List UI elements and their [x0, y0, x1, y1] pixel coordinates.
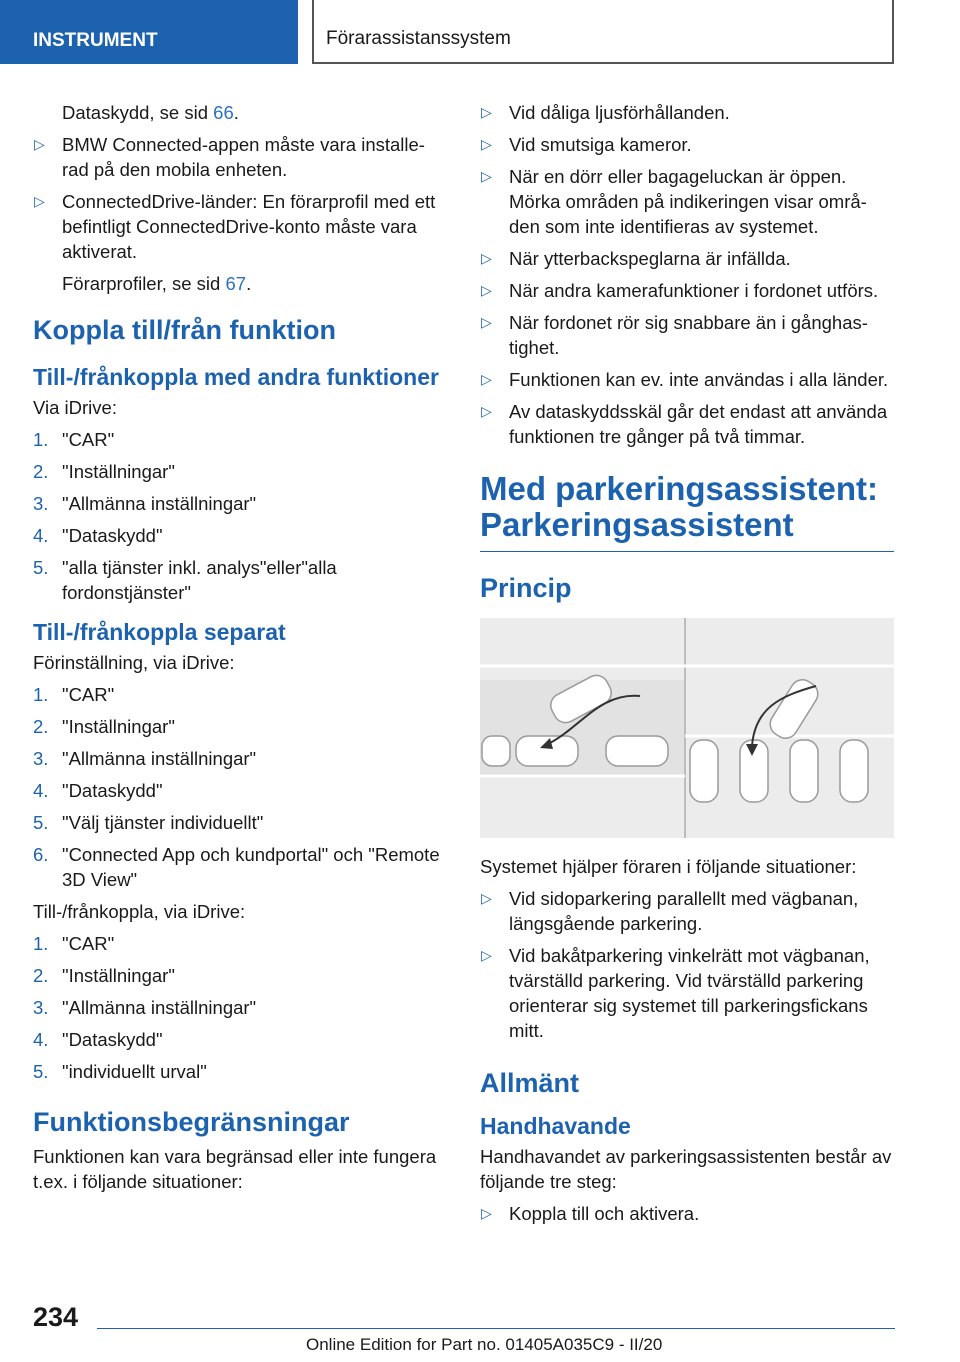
parking-illustration [480, 618, 894, 838]
list-item: ▷ Vid dåliga ljusförhållanden. [481, 102, 730, 123]
limitations-list [480, 100, 894, 449]
heading-koppla: Koppla till/från funktion [33, 315, 336, 345]
list-item: 1. "CAR" [33, 933, 115, 954]
bullet-triangle-icon: ▷ [481, 890, 492, 906]
requirements-list [33, 132, 447, 264]
page-number: 234 [33, 1302, 79, 1332]
via-idrive-1: Via iDrive: [33, 397, 117, 418]
list-item: ▷ Vid sidoparkering parallellt med vägbanan, längsgående parkering. [481, 888, 859, 934]
bullet-triangle-icon: ▷ [481, 314, 492, 330]
handhavande-text: Handhavandet av parkeringsassistenten består av följande tre steg: [480, 1146, 892, 1192]
bullet-triangle-icon: ▷ [481, 282, 492, 298]
steps-list-1 [33, 427, 447, 605]
steps-list-3 [33, 931, 447, 1084]
list-item: 1. "CAR" [33, 429, 115, 450]
via-idrive-3: Till-/frånkoppla, via iDrive: [33, 901, 246, 922]
list-item: 5. "Välj tjänster individuellt" [33, 812, 264, 833]
list-item: 5. "individuellt urval" [33, 1061, 207, 1082]
list-item: 4. "Dataskydd" [33, 525, 163, 546]
bullet-triangle-icon: ▷ [481, 250, 492, 266]
list-item: ▷ När fordonet rör sig snabbare än i gånghas-tighet. [481, 312, 868, 358]
heading-allmant: Allmänt [480, 1068, 580, 1098]
bullet-triangle-icon: ▷ [34, 193, 45, 209]
bullet-triangle-icon: ▷ [481, 104, 492, 120]
intro-paragraph: Dataskydd, se sid 66. [62, 102, 239, 123]
chapter-title-text: Förarassistanssystem [326, 28, 511, 49]
bullet-triangle-icon: ▷ [481, 403, 492, 419]
bullet-triangle-icon: ▷ [481, 136, 492, 152]
list-item: ▷ Koppla till och aktivera. [481, 1203, 700, 1224]
list-item: ▷ När andra kamerafunktioner i fordonet utförs. [481, 280, 879, 301]
left-column [33, 100, 447, 1201]
bullet-triangle-icon: ▷ [481, 1205, 492, 1221]
list-item: ▷ Vid bakåtparkering vinkelrätt mot vägbanan, tvärställd parkering. Vid tvärställd parkering orienterar sig systemet till parkeringsfickans mitt. [481, 945, 870, 1041]
list-item: 3. "Allmänna inställningar" [33, 997, 257, 1018]
list-item: 6. "Connected App och kundportal" och "Remote 3D View" [33, 844, 440, 890]
heading-princip: Princip [480, 573, 572, 603]
list-item: ▷ När ytterbackspeglarna är infällda. [481, 248, 791, 269]
chapter-title [312, 0, 894, 64]
section-tab [0, 0, 298, 64]
steps-list-2 [33, 682, 447, 892]
list-item: 3. "Allmänna inställningar" [33, 493, 257, 514]
edition-text: Online Edition for Part no. 01405A035C9 - II/20 [306, 1335, 663, 1354]
heading-rule [480, 551, 894, 552]
list-item: ▷ Vid smutsiga kameror. [481, 134, 692, 155]
list-item: 4. "Dataskydd" [33, 780, 163, 801]
list-item: ▷ Av dataskyddsskäl går det endast att använda funktionen tre gånger på två timmar. [481, 401, 888, 447]
list-item: ▷ När en dörr eller bagageluckan är öppen. Mörka områden på indikeringen visar områ-den som inte identifieras av systemet. [481, 166, 867, 237]
heading-handhavande: Handhavande [480, 1113, 631, 1139]
list-item: 3. "Allmänna inställningar" [33, 748, 257, 769]
list-item: 2. "Inställningar" [33, 716, 175, 737]
list-item: 1. "CAR" [33, 684, 115, 705]
list-item: ▷ ConnectedDrive-länder: En förarprofil med ett befintligt ConnectedDrive-konto måste vara aktiverat. [34, 191, 436, 262]
list-item: ▷ Funktionen kan ev. inte användas i alla länder. [481, 369, 889, 390]
via-idrive-2: Förinställning, via iDrive: [33, 652, 235, 673]
heading-andra-funktioner: Till-/frånkoppla med andra funktioner [33, 364, 439, 390]
list-item: 4. "Dataskydd" [33, 1029, 163, 1050]
heading-begransningar: Funktionsbegränsningar [33, 1107, 350, 1137]
page-link-67[interactable]: 67 [225, 273, 247, 294]
profile-note: Förarprofiler, se sid 67. [62, 273, 252, 294]
footer-rule [97, 1328, 895, 1329]
list-item: ▷ BMW Connected-appen måste vara installe-rad på den mobila enheten. [34, 134, 425, 180]
system-text: Systemet hjälper föraren i följande situationer: [480, 856, 857, 877]
situations-list [480, 886, 894, 1043]
list-item: 5. "alla tjänster inkl. analys"eller"alla fordonstjänster" [33, 557, 337, 603]
bullet-triangle-icon: ▷ [481, 168, 492, 184]
bullet-triangle-icon: ▷ [481, 947, 492, 963]
section-label: INSTRUMENT [33, 30, 158, 51]
heading-separat: Till-/frånkoppla separat [33, 619, 286, 645]
steps-list [480, 1201, 894, 1226]
list-item: 2. "Inställningar" [33, 461, 175, 482]
list-item: 2. "Inställningar" [33, 965, 175, 986]
main-heading: Med parkeringsassistent: Parkeringsassistent [480, 470, 878, 543]
bullet-triangle-icon: ▷ [481, 371, 492, 387]
begransningar-text: Funktionen kan vara begränsad eller inte fungera t.ex. i följande situationer: [33, 1146, 437, 1192]
bullet-triangle-icon: ▷ [34, 136, 45, 152]
page-link-66[interactable]: 66 [213, 102, 234, 123]
right-column [480, 100, 894, 1233]
